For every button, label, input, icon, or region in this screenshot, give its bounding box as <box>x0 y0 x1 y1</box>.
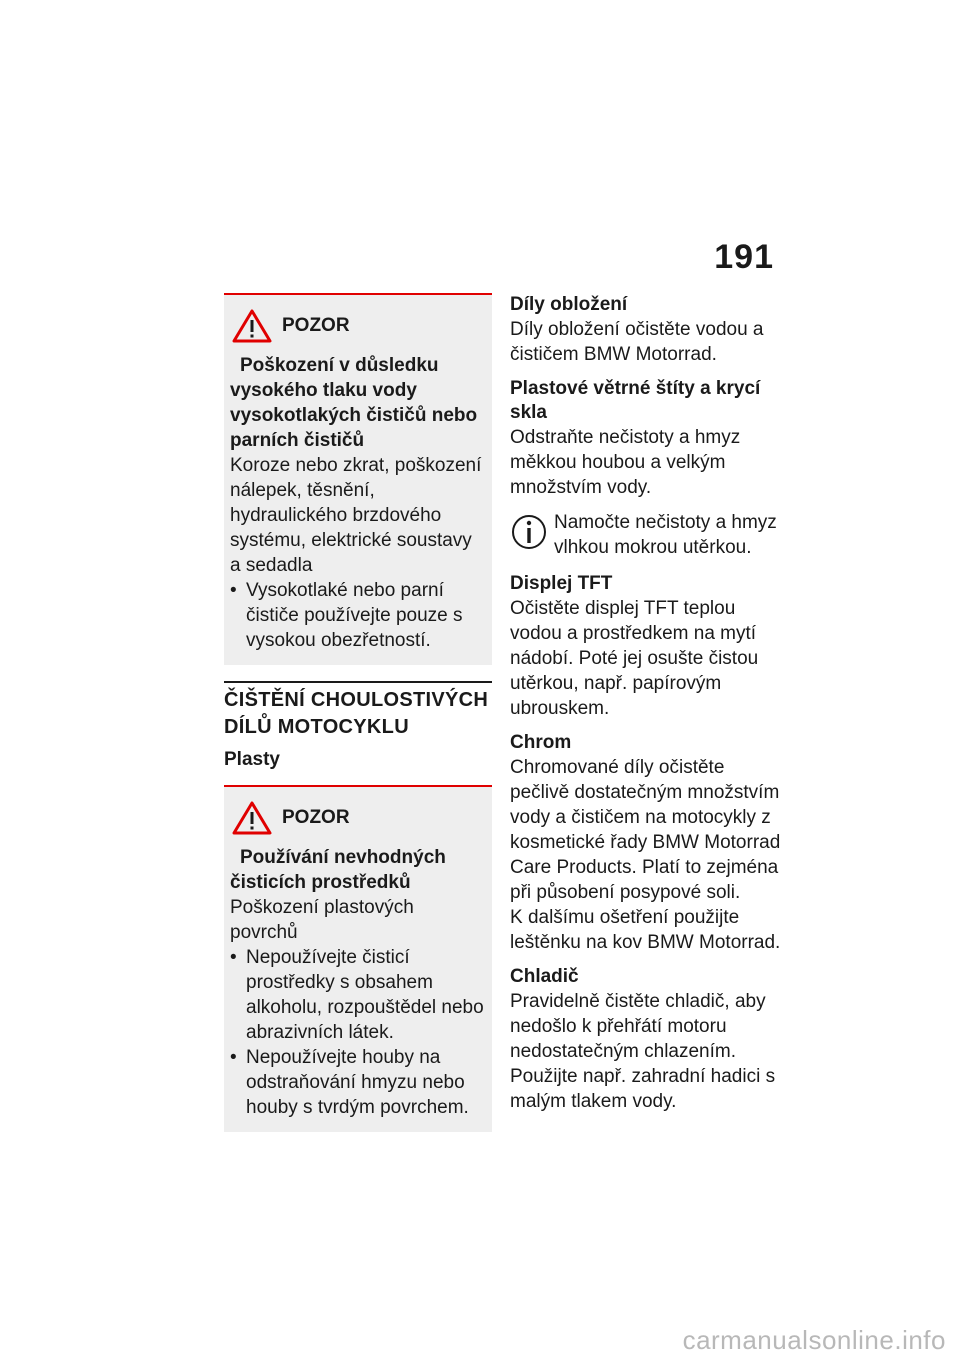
warning-label: POZOR <box>282 315 350 336</box>
text-radiator-1: Pravidelně čistěte chladič, aby nedošlo k přehřátí motoru nedostatečným chlazením. <box>510 991 766 1062</box>
warning-header <box>230 309 484 343</box>
warning-box-cleaning-agents <box>224 785 492 1132</box>
heading-chrome: Chrom <box>510 732 572 753</box>
text-radiator-2: Použijte např. zahradní hadici s malým tlakem vody. <box>510 1066 776 1112</box>
heading-windshields: Plastové větrné štíty a krycí skla <box>510 378 761 423</box>
warning-bullets <box>230 578 484 653</box>
info-icon <box>510 512 548 552</box>
warning-title: Poškození v důsledku vysokého tlaku vody vysokotlakých čističů nebo parních čističů <box>230 355 478 451</box>
text-tft-display: Očistěte displej TFT teplou vodou a prostředkem na mytí nádobí. Poté jej osušte čistou utěrkou, např. papírovým ubrouskem. <box>510 598 759 719</box>
text-chrome-2: K dalšímu ošetření použijte leštěnku na kov BMW Motorrad. <box>510 907 781 953</box>
page-number: 191 <box>714 238 774 276</box>
warning-box-high-pressure <box>224 293 492 665</box>
bullet-item: • Nepoužívejte houby na odstraňování hmyzu nebo houby s tvrdým povrchem. <box>230 1045 484 1120</box>
warning-triangle-icon <box>232 801 272 835</box>
heading-trim-parts: Díly obložení <box>510 294 628 315</box>
text-windshields: Odstraňte nečistoty a hmyz měkkou houbou a velkým množstvím vody. <box>510 427 741 498</box>
info-note-text: Namočte nečistoty a hmyz vlhkou mokrou utěrkou. <box>554 512 777 558</box>
text-chrome-1: Chromované díly očistěte pečlivě dostatečným množstvím vody a čističem na motocykly z kosmetické řady BMW Motorrad Care Products. Platí to zejména při působení posypové soli. <box>510 757 781 903</box>
left-column <box>224 293 492 1132</box>
heading-tft-display: Displej TFT <box>510 573 613 594</box>
info-note <box>510 510 782 560</box>
section-title: ČIŠTĚNÍ CHOULOSTIVÝCH DÍLŮ MOTOCYKLU <box>224 681 492 741</box>
subsection-title: Plasty <box>224 749 280 770</box>
warning-header <box>230 801 484 835</box>
warning-label: POZOR <box>282 807 350 828</box>
right-column <box>510 293 782 1124</box>
warning-text: Poškození plastových povrchů <box>230 897 414 943</box>
text-trim-parts: Díly obložení očistěte vodou a čističem BMW Motorrad. <box>510 319 764 365</box>
warning-bullets <box>230 945 484 1120</box>
bullet-item: • Vysokotlaké nebo parní čističe používejte pouze s vysokou obezřetností. <box>230 578 484 653</box>
heading-radiator: Chladič <box>510 966 579 987</box>
watermark: carmanualsonline.info <box>682 1325 946 1355</box>
bullet-item: • Nepoužívejte čisticí prostředky s obsahem alkoholu, rozpouštědel nebo abrazivních látek. <box>230 945 484 1045</box>
warning-triangle-icon <box>232 309 272 343</box>
warning-text: Koroze nebo zkrat, poškození nálepek, těsnění, hydraulického brzdového systému, elektrické soustavy a sedadla <box>230 455 482 576</box>
warning-title: Používání nevhodných čisticích prostředků <box>230 847 446 893</box>
